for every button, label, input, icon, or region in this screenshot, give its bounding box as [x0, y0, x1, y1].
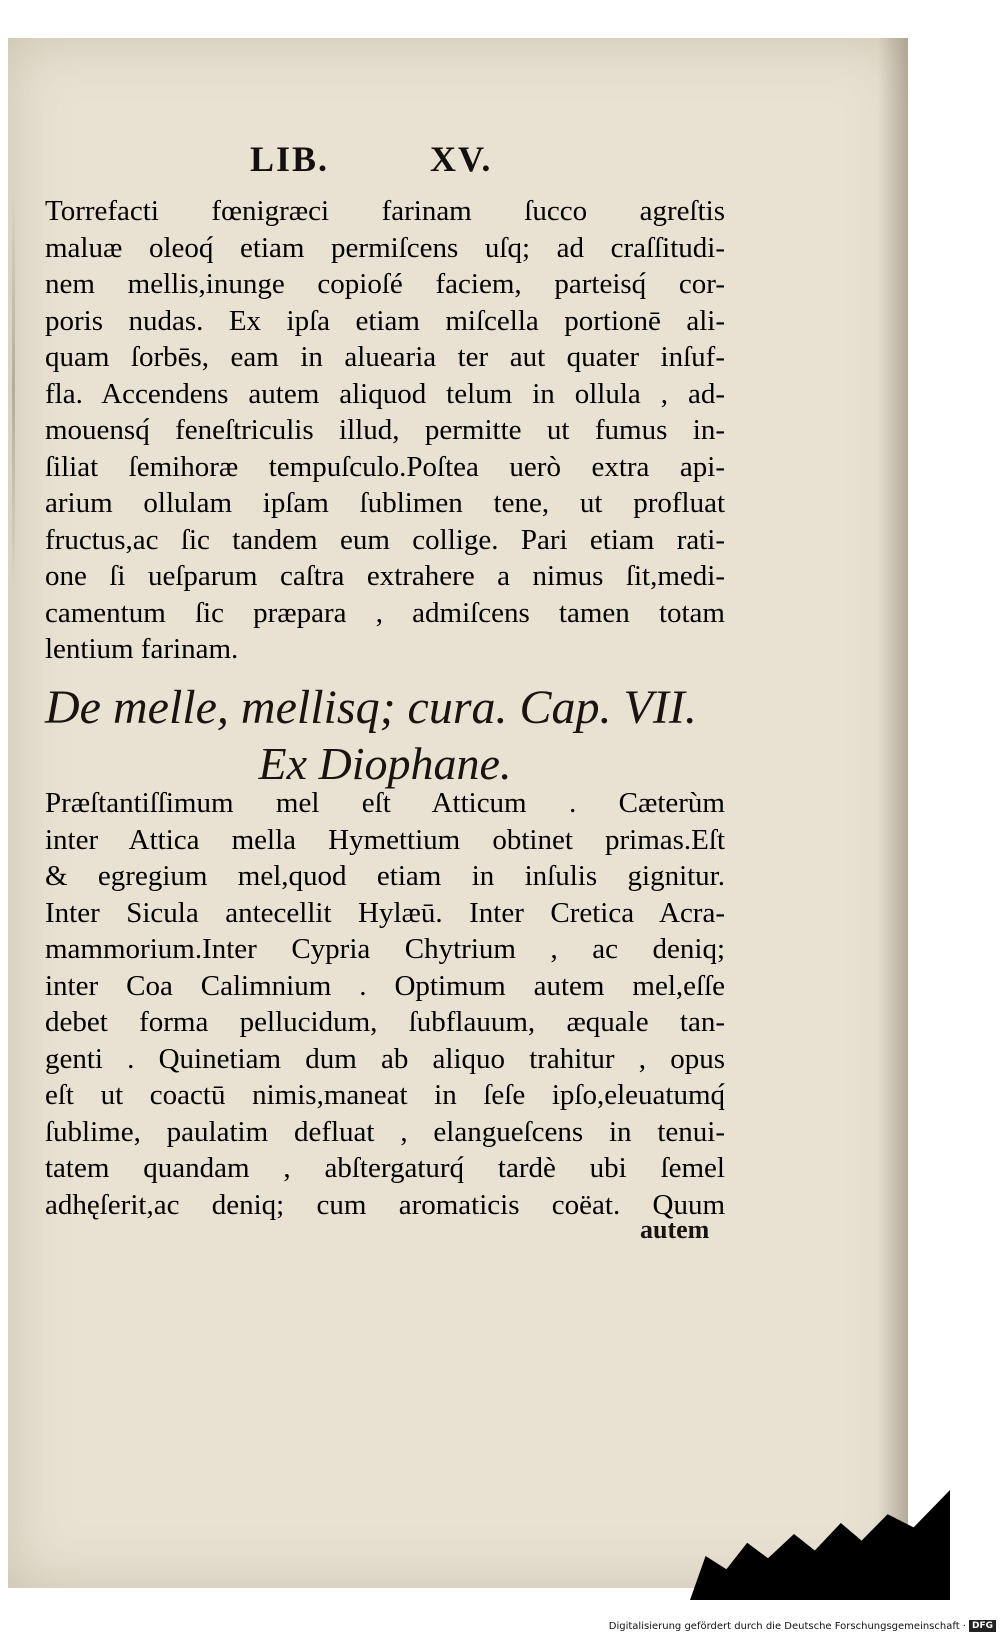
text-line: adhęſerit,ac deniq; cum aromaticis coëat. Quum — [45, 1188, 725, 1221]
text-line: Præſtantiſſimum mel eſt Atticum . Cæterùm — [45, 787, 725, 819]
text-line: maluæ oleoq́ etiam permiſcens uſq; ad craſſitudi- — [45, 231, 725, 264]
credit-text: Digitalisierung gefördert durch die Deutsche Forschungsgemeinschaft · — [608, 1621, 966, 1632]
text-line: tatem quandam , abſtergaturq́ tardè ubi ſemel — [45, 1152, 725, 1184]
digitization-credit — [609, 1620, 996, 1632]
chapter-title: De melle, mellisq; cura. Cap. VII. — [45, 681, 697, 734]
text-line: poris nudas. Ex ipſa etiam miſcella portionē ali- — [45, 304, 725, 337]
text-line: mouensq́ feneſtriculis illud, permitte ut fumus in- — [45, 414, 725, 446]
text-line: inter Coa Calimnium . Optimum autem mel,eſſe — [45, 969, 725, 1002]
text-line: one ſi ueſparum caſtra extrahere a nimus ſit,medi- — [45, 560, 725, 592]
chapter-source: Ex Diophane. — [258, 738, 512, 789]
dfg-logo: DFG — [969, 1620, 996, 1632]
text-line: fla. Accendens autem aliquod telum in ollula , ad- — [45, 377, 725, 410]
text-line: Inter Sicula antecellit Hylæū. Inter Cretica Acra- — [45, 896, 725, 929]
paragraph-1 — [45, 193, 725, 668]
text-line: fructus,ac ſic tandem eum collige. Pari etiam rati- — [45, 523, 725, 556]
text-line: genti . Quinetiam dum ab aliquo trahitur , opus — [45, 1042, 725, 1075]
paragraph-2 — [45, 785, 725, 1223]
running-head — [250, 138, 550, 180]
text-line: ſublime, paulatim defluat , elangueſcens in tenui- — [45, 1115, 725, 1148]
catchword: autem — [640, 1215, 710, 1244]
text-line: inter Attica mella Hymettium obtinet primas.Eſt — [45, 823, 725, 856]
binding-shadow — [12, 190, 15, 590]
text-line: nem mellis,inunge copioſé faciem, parteisq́ cor- — [45, 268, 725, 300]
page-edge-shadow — [878, 38, 908, 1588]
running-head-number: XV. — [430, 139, 493, 179]
text-line: & egregium mel,quod etiam in inſulis gignitur. — [45, 860, 725, 892]
text-line: camentum ſic præpara , admiſcens tamen totam — [45, 596, 725, 629]
text-line: lentium farinam. — [45, 633, 239, 665]
text-line: mammorium.Inter Cypria Chytrium , ac deniq; — [45, 933, 725, 965]
running-head-lib: LIB. — [250, 139, 330, 179]
text-line: debet forma pellucidum, ſubflauum, æquale tan- — [45, 1006, 725, 1038]
text-line: quam ſorbēs, eam in aluearia ter aut quater inſuf- — [45, 341, 725, 373]
text-line: Torrefacti fœnigræci farinam ſucco agreſtis — [45, 195, 725, 227]
text-line: ſiliat ſemihoræ tempuſculo.Poſtea uerò extra api- — [45, 450, 725, 483]
chapter-heading — [45, 680, 725, 792]
text-line: arium ollulam ipſam ſublimen tene, ut profluat — [45, 487, 725, 519]
text-line: eſt ut coactū nimis,maneat in ſeſe ipſo,eleuatumq́ — [45, 1079, 725, 1111]
